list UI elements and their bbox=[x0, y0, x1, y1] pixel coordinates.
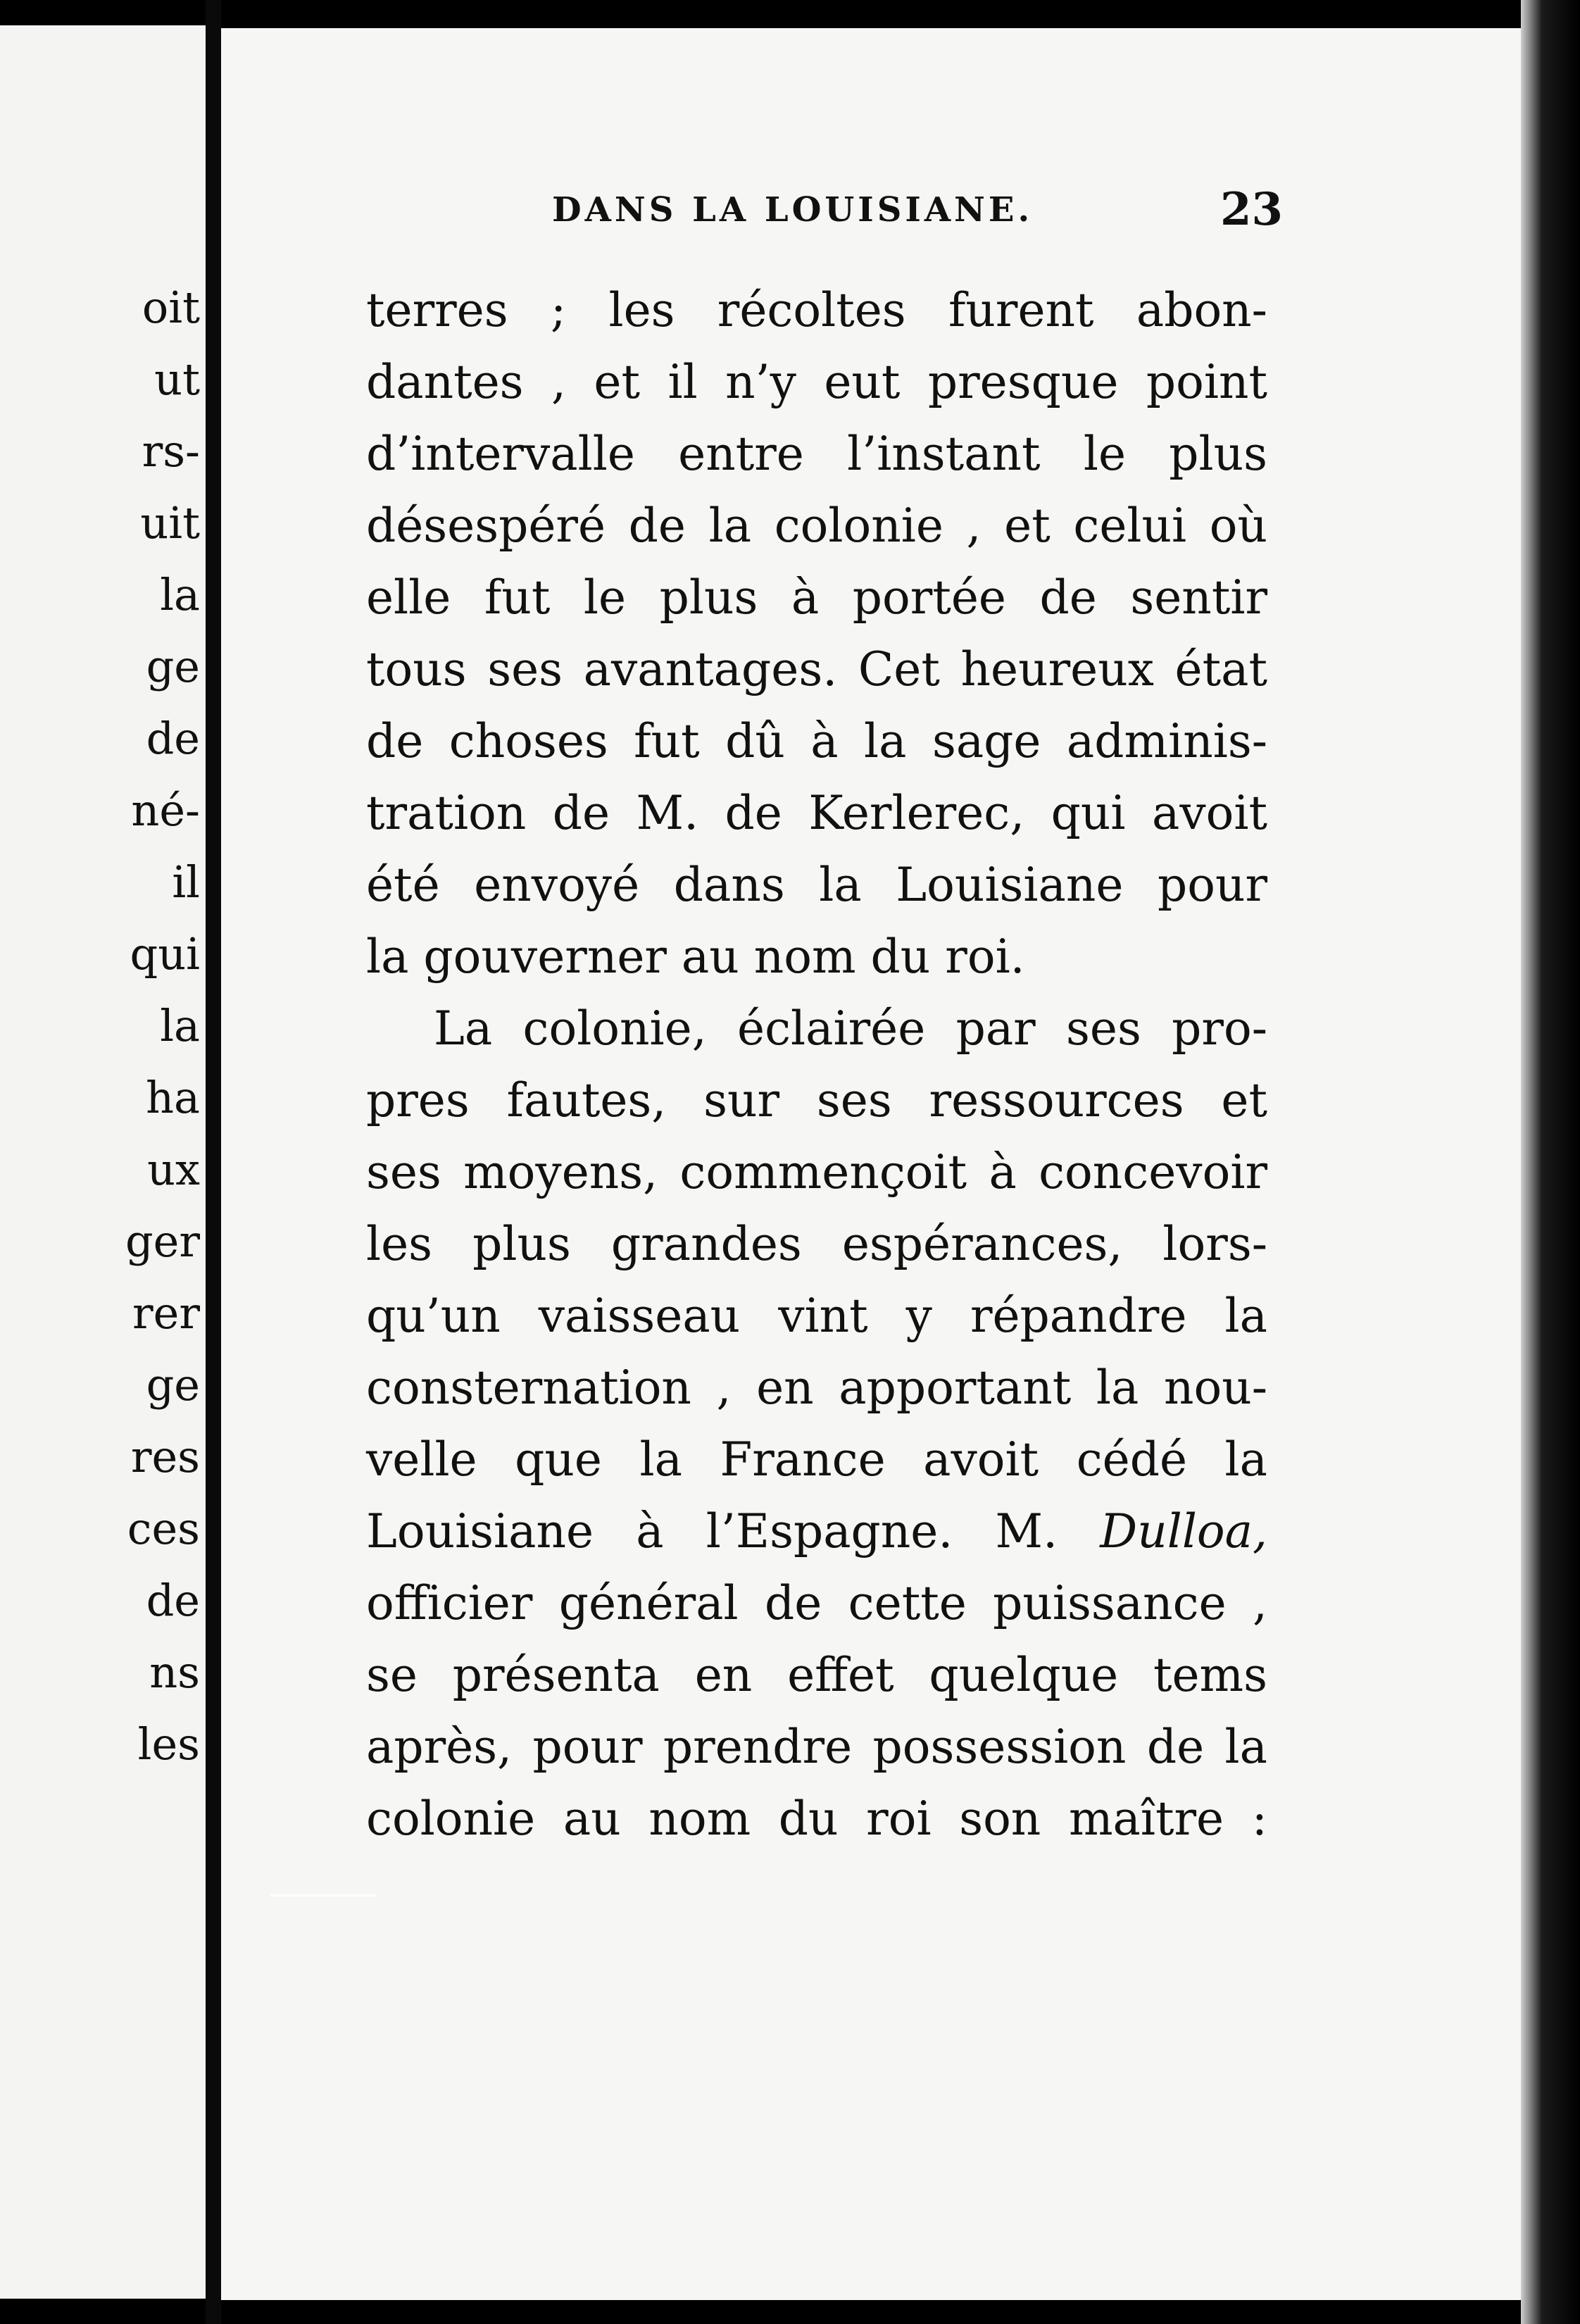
left-text-fragment: ha bbox=[146, 1072, 200, 1123]
left-text-fragment: ns bbox=[149, 1647, 200, 1698]
left-text-fragment: oit bbox=[142, 282, 200, 333]
body-text bbox=[366, 275, 1267, 1855]
left-page-fragment bbox=[0, 25, 206, 2299]
left-text-fragment: les bbox=[137, 1718, 200, 1770]
text-line: colonie au nom du roi son maître : bbox=[366, 1792, 1267, 1846]
left-text-fragment: rer bbox=[132, 1287, 200, 1339]
text-line: terres ; les récoltes furent abon- bbox=[366, 283, 1267, 337]
text-line: ses moyens, commençoit à concevoir bbox=[366, 1145, 1267, 1199]
text-line: se présenta en effet quelque tems bbox=[366, 1648, 1267, 1702]
left-text-fragment: res bbox=[130, 1431, 200, 1482]
left-text-fragment: qui bbox=[130, 928, 200, 980]
text-line: désespéré de la colonie , et celui où bbox=[366, 499, 1267, 553]
running-head bbox=[328, 183, 1286, 239]
left-text-fragment: il bbox=[172, 856, 200, 908]
text-line: la gouverner au nom du roi. bbox=[366, 930, 1025, 984]
text-line: velle que la France avoit cédé la bbox=[366, 1432, 1267, 1487]
left-text-fragment: ux bbox=[147, 1144, 200, 1195]
text-line: les plus grandes espérances, lors- bbox=[366, 1217, 1267, 1271]
left-text-fragment: rs- bbox=[142, 425, 200, 477]
left-text-fragment: uit bbox=[140, 497, 200, 549]
italic-name: Dulloa, bbox=[1100, 1504, 1267, 1558]
left-text-fragment: ut bbox=[154, 354, 200, 405]
paper-mark bbox=[270, 1894, 376, 1897]
running-head-title: DANS LA LOUISIANE. bbox=[552, 190, 1034, 230]
book-gutter bbox=[206, 0, 221, 2324]
left-text-fragment: ces bbox=[127, 1503, 200, 1554]
text-line-with-italic bbox=[366, 1496, 1267, 1568]
left-text-fragment: de bbox=[146, 1575, 200, 1626]
left-text-fragment: ger bbox=[125, 1216, 200, 1267]
text-line: d’intervalle entre l’instant le plus bbox=[366, 427, 1267, 481]
left-text-fragment: ge bbox=[146, 1359, 200, 1411]
page-edge bbox=[1521, 0, 1580, 2324]
left-text-fragment: né- bbox=[131, 785, 200, 836]
text-line: été envoyé dans la Louisiane pour bbox=[366, 858, 1267, 912]
text-line: La colonie, éclairée par ses pro- bbox=[434, 1001, 1267, 1056]
text-line: qu’un vaisseau vint y répandre la bbox=[366, 1289, 1267, 1343]
text-line: tration de M. de Kerlerec, qui avoit bbox=[366, 786, 1267, 840]
text-line: consternation , en apportant la nou- bbox=[366, 1361, 1267, 1415]
left-text-fragment: la bbox=[160, 569, 200, 620]
text-line: après, pour prendre possession de la bbox=[366, 1720, 1267, 1774]
page-number: 23 bbox=[1220, 183, 1283, 236]
text-line: tous ses avantages. Cet heureux état bbox=[366, 642, 1267, 696]
text-line: elle fut le plus à portée de sentir bbox=[366, 570, 1267, 625]
text-line: pres fautes, sur ses ressources et bbox=[366, 1073, 1267, 1127]
text-line: officier général de cette puissance , bbox=[366, 1576, 1267, 1630]
text-segment: Louisiane à l’Espagne. M. bbox=[366, 1504, 1058, 1558]
text-line: de choses fut dû à la sage adminis- bbox=[366, 714, 1267, 768]
left-text-fragment: la bbox=[160, 1000, 200, 1051]
left-text-fragment: ge bbox=[146, 641, 200, 692]
text-line: dantes , et il n’y eut presque point bbox=[366, 355, 1267, 409]
left-text-fragment: de bbox=[146, 713, 200, 764]
